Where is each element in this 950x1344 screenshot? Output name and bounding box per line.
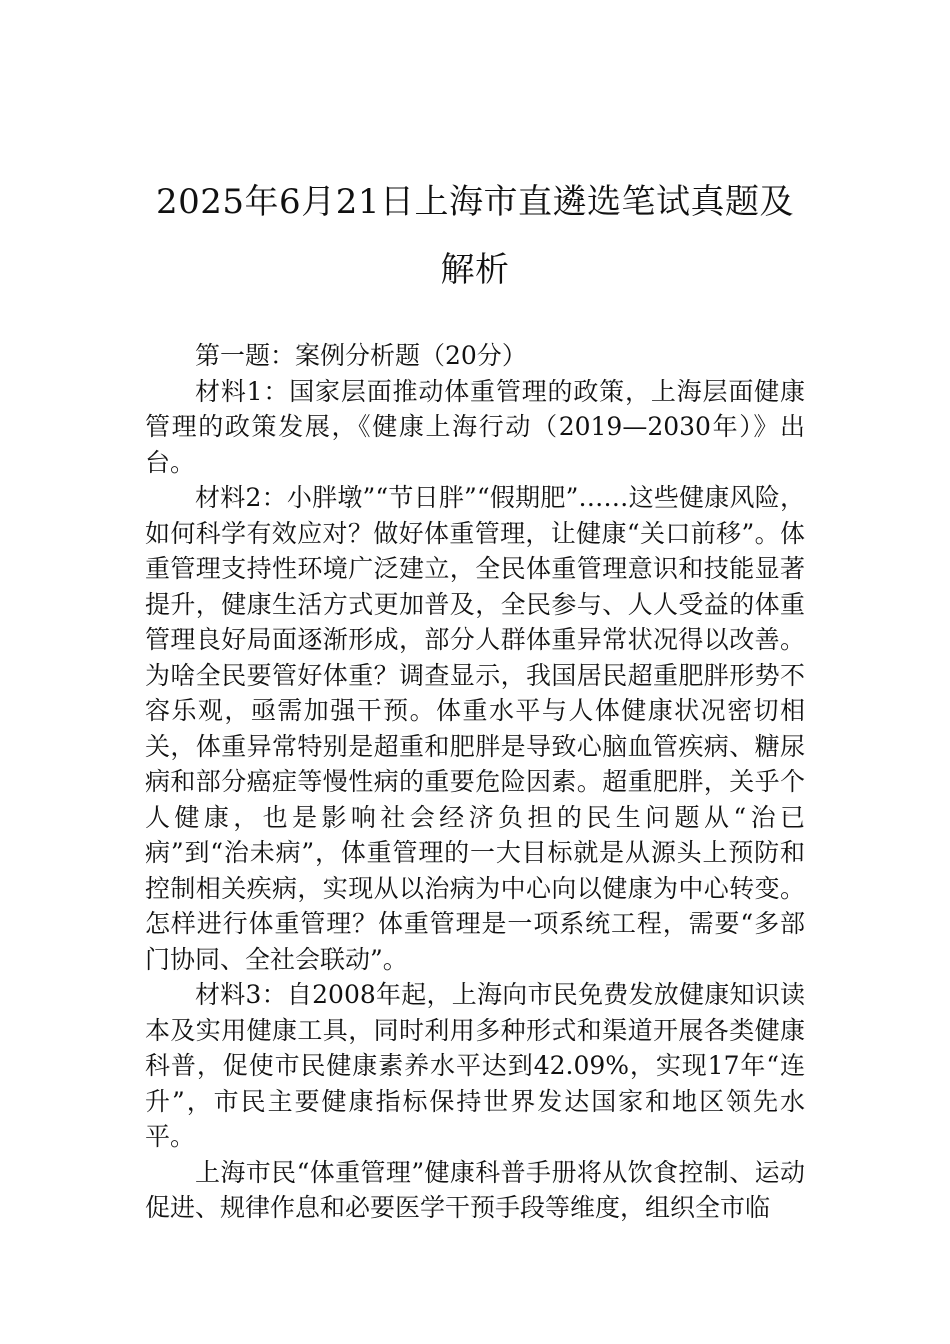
material-2-paragraph: 材料2：小胖墩”“节日胖”“假期肥”……这些健康风险，如何科学有效应对？做好体重管理，让健康“关口前移”。体重管理支持性环境广泛建立，全民体重管理意识和技能显著提升，健康生活方式更加普及，全民参与、人人受益的体重管理良好局面逐渐形成，部分人群体重异常状况得以改善。为啥全民要管好体重？调查显示，我国居民超重肥胖形势不容乐观，亟需加强干预。体重水平与人体健康状况密切相关，体重异常特别是超重和肥胖是导致心脑血管疾病、糖尿病和部分癌症等慢性病的重要危险因素。超重肥胖，关乎个人健康，也是影响社会经济负担的民生问题从“治已病”到“治未病”，体重管理的一大目标就是从源头上预防和控制相关疾病，实现从以治病为中心向以健康为中心转变。怎样进行体重管理？体重管理是一项系统工程，需要“多部门协同、全社会联动”。 — [145, 483, 805, 974]
question-heading: 第一题：案例分析题（20分） — [195, 341, 527, 370]
material-3-paragraph: 材料3：自2008年起，上海向市民免费发放健康知识读本及实用健康工具，同时利用多种形式和渠道开展各类健康科普，促使市民健康素养水平达到42.09%，实现17年“连升”，市民主要健康指标保持世界发达国家和地区领先水平。 — [145, 980, 805, 1151]
material-1-paragraph: 材料1：国家层面推动体重管理的政策，上海层面健康管理的政策发展，《健康上海行动（2019—2030年）》出台。 — [145, 376, 805, 477]
handbook-paragraph: 上海市民“体重管理”健康科普手册将从饮食控制、运动促进、规律作息和必要医学干预手段等维度，组织全市临 — [145, 1157, 805, 1222]
document-title-line-2: 解析 — [440, 250, 510, 290]
document-title-line-1: 2025年6月21日上海市直遴选笔试真题及 — [156, 182, 794, 222]
document-body — [145, 338, 805, 1226]
